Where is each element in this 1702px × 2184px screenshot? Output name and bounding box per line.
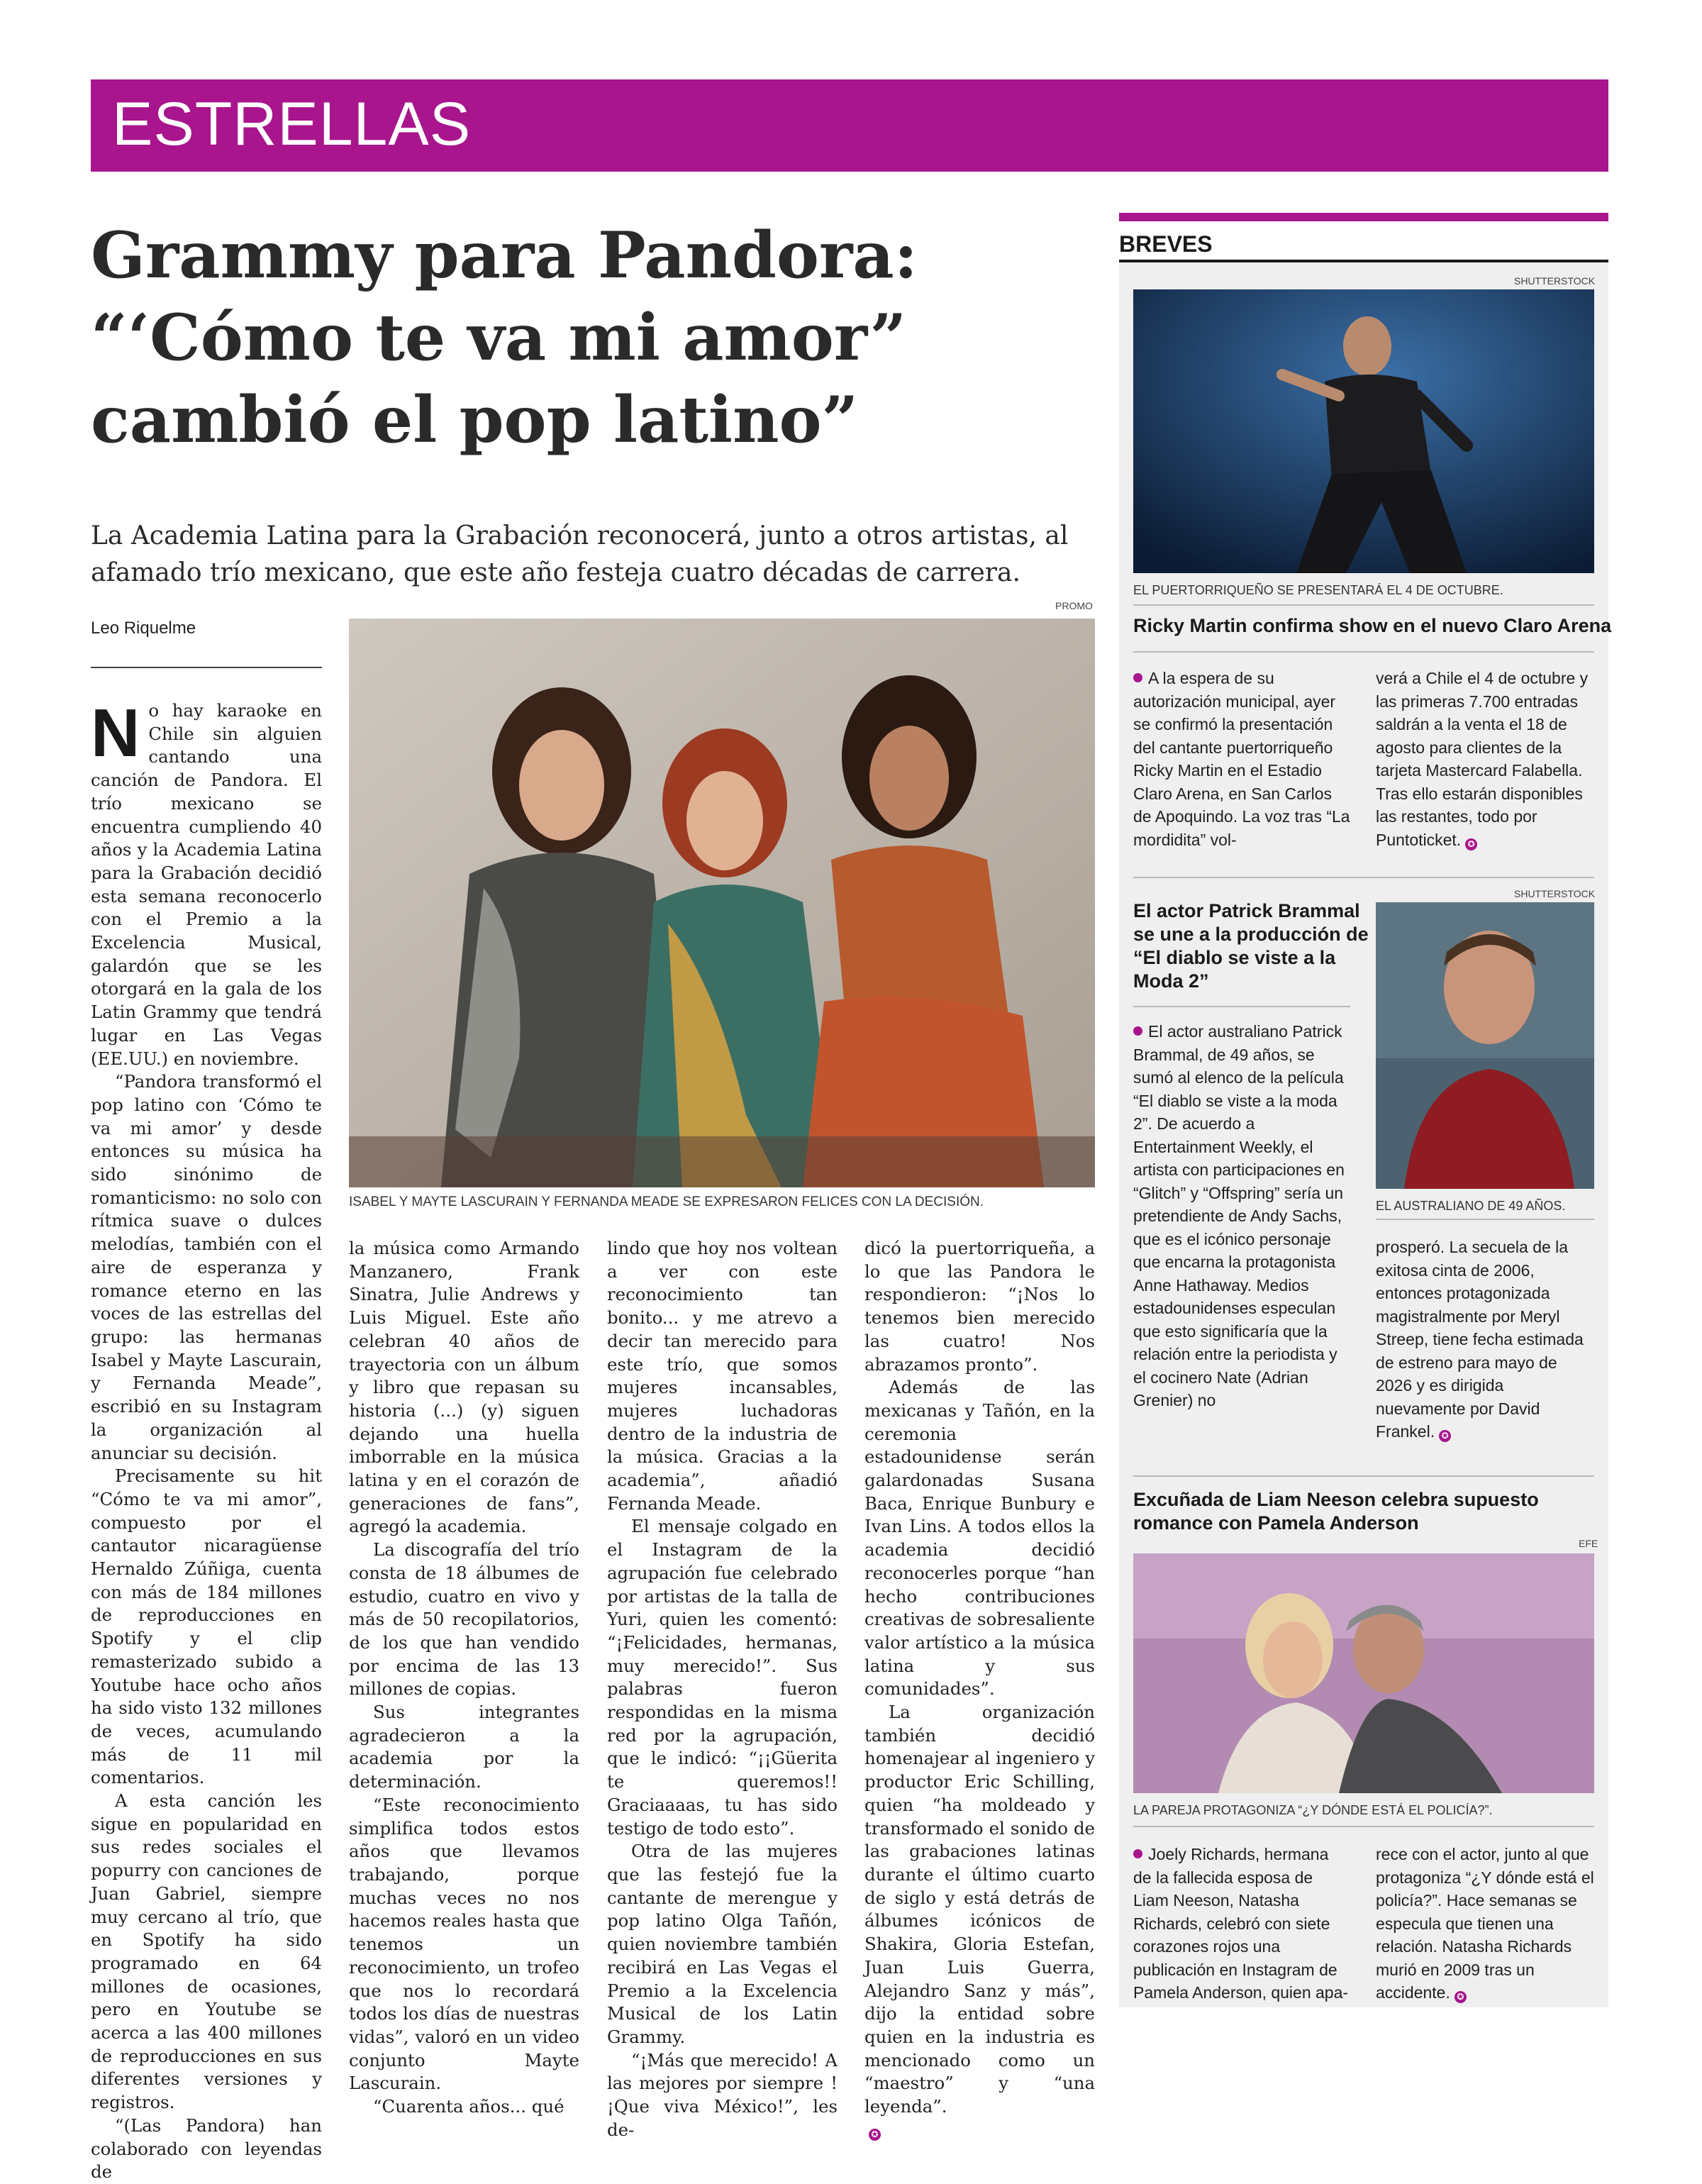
bullet-icon xyxy=(1133,673,1142,682)
end-mark-icon: ✪ xyxy=(869,2129,881,2141)
brief1-photo-credit: SHUTTERSTOCK xyxy=(1514,275,1596,287)
section-title: ESTRELLAS xyxy=(112,90,472,158)
article-paragraph: dicó la puertorriqueña, a lo que las Pandora le respondieron: “¡Nos lo tenemos bien merecido las cuatro! Nos abrazamos pronto”. xyxy=(864,1238,1095,1375)
bullet-icon xyxy=(1133,1026,1142,1036)
brief2-caption: EL AUSTRALIANO DE 49 AÑOS. xyxy=(1376,1199,1566,1213)
bullet-icon xyxy=(1133,1849,1142,1858)
brief1-column-1 xyxy=(1133,667,1350,851)
breves-accent-line xyxy=(1119,213,1608,221)
article-paragraph: o hay karaoke en Chile sin alguien cantando una canción de Pandora. El trío mexicano se encuentra cumpliendo 40 años y la Academia Latina para la Grabación decidió esta semana reconocerlo con el Premio a la Excelencia Musical, galardón que se les otorgará en la gala de los Latin Grammy que tendrá lugar en Las Vegas (EE.UU.) en noviembre. xyxy=(91,700,322,1069)
brief2-photo-image xyxy=(1376,902,1594,1189)
brief3-photo-credit: EFE xyxy=(1579,1538,1598,1549)
breves-divider xyxy=(1119,260,1608,262)
brief2-text-2: prosperó. La secuela de la exitosa cinta de 2006, entonces protagonizada magistralmente por Meryl Streep, tiene fecha estimada de estreno para mayo de 2026 y es dirigida nuevamente por David Frankel. xyxy=(1376,1238,1584,1441)
section-header-bar xyxy=(91,79,1608,172)
dropcap: N xyxy=(91,695,140,771)
brief3-caption: LA PAREJA PROTAGONIZA “¿Y DÓNDE ESTÁ EL POLICÍA?”. xyxy=(1133,1803,1493,1817)
brief1-text-2: verá a Chile el 4 de octubre y las primeras 7.700 entradas saldrán a la venta el 18 de agosto para clientes de la tarjeta Mastercard Falabella. Tras ello estarán disponibles las restantes, todo por Puntoticket. xyxy=(1376,669,1589,849)
end-mark-icon: ✪ xyxy=(1455,1991,1467,2003)
brief1-title: Ricky Martin confirma show en el nuevo Claro Arena xyxy=(1133,615,1612,636)
article-paragraph: La discografía del trío consta de 18 álbumes de estudio, cuatro en vivo y más de 50 recopilatorios, de los que han vendido por encima de las 13 millones de copias. xyxy=(349,1539,579,1700)
breves-header xyxy=(1119,221,1608,262)
brief1-photo-ricky-martin xyxy=(1133,289,1594,573)
brief3-photo-couple xyxy=(1133,1553,1594,1793)
article-column-4 xyxy=(864,1237,1095,2141)
brief-divider xyxy=(1133,877,1594,878)
byline: Leo Riquelme xyxy=(91,619,196,638)
brief3-caption-rule xyxy=(1133,1826,1594,1827)
article-paragraph: la música como Armando Manzanero, Frank Sinatra, Julie Andrews y Luis Miguel. Este año celebran 40 años de trayectoria con un álbum y libro que repasan su historia (...) (y) siguen dejando una huella imborrable en la música latina y en el corazón de generaciones de fans”, agregó la academia. xyxy=(349,1238,579,1537)
article-paragraph: El mensaje colgado en el Instagram de la agrupación fue celebrado por artistas de la talla de Yuri, quien les comentó: “¡Felicidades, hermanas, muy merecido!”. Sus palabras fueron respondidas en la misma red por la agrupación, que le indicó: “¡¡Güerita te queremos!! Graciaaaas, tu has sido testigo de todo esto”. xyxy=(607,1516,838,1839)
article-paragraph: “¡Más que merecido! A las mejores por siempre ! ¡Que viva México!”, les de- xyxy=(607,2049,838,2140)
article-paragraph: “Este reconocimiento simplifica todos estos años que llevamos trabajando, porque muchas veces no nos hacemos reales hasta que tenemos un reconocimiento, un trofeo que nos lo recordará todos los días de nuestras vidas”, valoró en un video conjunto Mayte Lascurain. xyxy=(349,1794,579,2094)
brief2-column-2 xyxy=(1376,1236,1594,1443)
article-paragraph: Precisamente su hit “Cómo te va mi amor”, compuesto por el cantautor nicaragüense Hernaldo Zúñiga, cuenta con más de 184 millones de reproducciones en Spotify y el clip remasterizado subido a Youtube hace ocho años ha sido visto 132 millones de veces, acumulando más de 11 mil comentarios. xyxy=(91,1465,322,1788)
brief1-title-rule xyxy=(1133,651,1594,653)
brief2-photo-credit: SHUTTERSTOCK xyxy=(1514,888,1596,899)
brief2-text-1: El actor australiano Patrick Brammal, de 49 años, se sumó al elenco de la película “El diablo se viste a la moda 2”. De acuerdo a Entertainment Weekly, el artista con participaciones en “Glitch” y “Offspring” sería un pretendiente de Andy Sachs, que es el icónico personaje que encarna la protagonista Anne Hathaway. Medios estadounidenses especulan que esto significaría que la relación entre la periodista y el cocinero Nate (Adrian Grenier) no xyxy=(1133,1022,1345,1409)
brief3-column-1 xyxy=(1133,1843,1350,2005)
breves-title: BREVES xyxy=(1119,231,1213,257)
article-paragraph: “Pandora transformó el pop latino con ‘Cómo te va mi amor’ y desde entonces su música ha sido sinónimo de romanticismo: no solo con rítmica suave o dulces melodías, también con el aire de esperanza y romance eterno en las voces de las estrellas del grupo: las hermanas Isabel y Mayte Lascurain, y Fernanda Meade”, escribió en su Instagram la organización al anunciar su decisión. xyxy=(91,1071,322,1463)
article-paragraph: A esta canción les sigue en popularidad en sus redes sociales el popurry con canciones de Juan Gabriel, siempre muy cercano al trío, que en Spotify ha sido programado en 64 millones de ocasiones, pero en Youtube se acerca a las 400 millones de reproducciones en sus diferentes versiones y registros. xyxy=(91,1790,322,2113)
article-paragraph: “Cuarenta años... qué xyxy=(373,2096,564,2117)
article-paragraph: Además de las mexicanas y Tañón, en la ceremonia estadounidense serán galardonadas Susana Baca, Enrique Bunbury e Ivan Lins. A todos ellos la academia decidió reconocerles porque “han hecho contribuciones creativas de sobresaliente valor artístico a la música latina y sus comunidades”. xyxy=(864,1377,1095,1700)
brief3-text-2: rece con el actor, junto al que protagoniza “¿Y dónde está el policía?”. Hace semanas se especula que tienen una relación. Natasha Richards murió en 2009 tras un accidente. xyxy=(1376,1845,1594,2002)
brief3-column-2 xyxy=(1376,1843,1594,2005)
brief2-title-rule xyxy=(1133,1006,1350,1007)
headline-line-3: cambió el pop latino” xyxy=(91,382,859,458)
brief3-title: Excuñada de Liam Neeson celebra supuesto romance con Pamela Anderson xyxy=(1133,1489,1539,1534)
brief2-title: El actor Patrick Brammal se une a la producción de “El diablo se viste a la Moda 2” xyxy=(1133,900,1369,992)
article-column-3 xyxy=(607,1237,838,2141)
brief1-caption-rule xyxy=(1133,604,1594,606)
article-paragraph: Otra de las mujeres que las festejó fue la cantante de merengue y pop latino Olga Tañón, quien noviembre también recibirá en Las Vegas el Premio a la Excelencia Musical de los Latin Grammy. xyxy=(607,1841,838,2047)
end-mark-icon: ✪ xyxy=(1465,838,1477,850)
brief1-caption: EL PUERTORRIQUEÑO SE PRESENTARÁ EL 4 DE OCTUBRE. xyxy=(1133,583,1503,597)
headline-line-1: Grammy para Pandora: xyxy=(91,218,918,293)
brief-divider xyxy=(1133,1475,1594,1477)
headline xyxy=(91,214,1098,461)
main-photo-caption: ISABEL Y MAYTE LASCURAIN Y FERNANDA MEADE SE EXPRESARON FELICES CON LA DECISIÓN. xyxy=(349,1194,984,1209)
brief3-photo-image xyxy=(1133,1553,1594,1793)
main-photo-image xyxy=(349,619,1095,1187)
subheadline: La Academia Latina para la Grabación reconocerá, junto a otros artistas, al afamado trío mexicano, que este año festeja cuatro décadas de carrera. xyxy=(91,521,1069,587)
byline-divider xyxy=(91,667,322,668)
brief1-photo-image xyxy=(1133,289,1594,573)
main-photo-pandora-trio xyxy=(349,619,1095,1187)
brief2-caption-rule xyxy=(1376,1219,1594,1220)
brief3-text-1: Joely Richards, hermana de la fallecida esposa de Liam Neeson, Natasha Richards, celebró con siete corazones rojos una publicación en Instagram de Pamela Anderson, quien apa- xyxy=(1133,1845,1349,2002)
article-paragraph: Sus integrantes agradecieron a la academia por la determinación. xyxy=(349,1702,579,1792)
article-paragraph: lindo que hoy nos voltean a ver con este reconocimiento tan bonito... y me atrevo a decir tan merecido para este trío, que somos mujeres incansables, mujeres luchadoras dentro de la industria de la música. Gracias a la academia”, añadió Fernanda Meade. xyxy=(607,1238,838,1514)
brief2-photo-patrick-brammal xyxy=(1376,902,1594,1189)
photo-credit: PROMO xyxy=(1055,600,1093,611)
brief1-column-2 xyxy=(1376,667,1594,851)
brief2-column-1 xyxy=(1133,1020,1350,1412)
brief1-text-1: A la espera de su autorización municipal, ayer se confirmó la presentación del cantante puertorriqueño Ricky Martin en el Estadio Claro Arena, en San Carlos de Apoquindo. La voz tras “La mordidita” vol- xyxy=(1133,669,1350,849)
article-paragraph: La organización también decidió homenajear al ingeniero y productor Eric Schilling, quien “ha moldeado y transformado el sonido de las grabaciones latinas durante el último cuarto de siglo y está detrás de álbumes icónicos de Shakira, Gloria Estefan, Juan Luis Guerra, Alejandro Sanz y más”, dijo la entidad sobre quien en la industria es mencionado como un “maestro” y “una leyenda”. xyxy=(864,1702,1095,2117)
article-column-2 xyxy=(349,1237,579,2119)
article-column-1 xyxy=(91,695,322,2184)
headline-line-2: “‘Cómo te va mi amor” xyxy=(91,300,907,375)
end-mark-icon: ✪ xyxy=(1439,1430,1451,1442)
article-paragraph: “(Las Pandora) han colaborado con leyendas de xyxy=(91,2114,322,2183)
